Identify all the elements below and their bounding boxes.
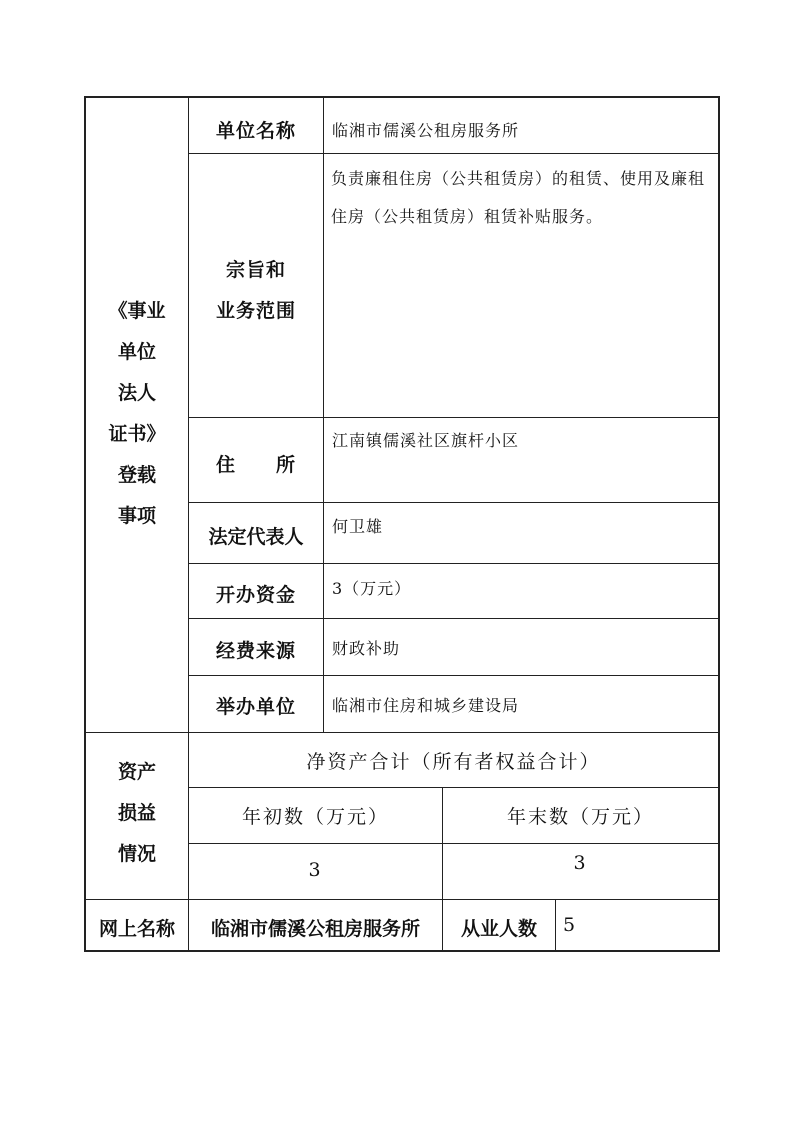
section-label-line: 事项 [117,505,156,527]
online-name-value: 临湘市儒溪公租房服务所 [210,918,420,940]
assets-section-label [86,752,188,875]
address-value: 江南镇儒溪社区旗杆小区 [332,431,520,450]
divider-col-employees [555,899,556,952]
divider-row [188,502,720,503]
begin-of-year-value: 3 [308,859,323,881]
purpose-label [189,250,323,332]
purpose-label-line: 业务范围 [215,300,296,322]
divider-section [84,732,720,733]
section-label-line: 证书》 [108,423,166,445]
address-label: 住 所 [215,454,296,476]
assets-label-line: 资产 [117,761,156,783]
divider-row [188,843,720,844]
divider-row [188,787,720,788]
online-name-label: 网上名称 [98,918,175,940]
divider-row [188,675,720,676]
purpose-value: 负责廉租住房（公共租赁房）的租赁、使用及廉租住房（公共租赁房）租赁补贴服务。 [331,169,706,226]
section-label-line: 法人 [117,382,156,404]
border-right [718,96,720,952]
end-of-year-label: 年末数（万元） [506,806,654,828]
divider-section [84,899,720,900]
registration-section-label [86,291,188,537]
assets-label-line: 损益 [117,802,156,824]
legal-rep-value: 何卫雄 [332,517,384,536]
sponsor-value: 临湘市住房和城乡建设局 [332,696,520,715]
unit-name-label: 单位名称 [215,120,296,142]
legal-rep-label: 法定代表人 [208,526,304,548]
capital-label: 开办资金 [215,584,296,606]
end-of-year-value: 3 [573,852,588,874]
begin-of-year-label: 年初数（万元） [241,806,389,828]
section-label-line: 单位 [117,341,156,363]
section-label-line: 登载 [117,464,156,486]
capital-value: 3（万元） [332,579,412,598]
divider-row [188,417,720,418]
net-assets-header: 净资产合计（所有者权益合计） [306,751,601,773]
funding-value: 财政补助 [332,639,401,658]
sponsor-label: 举办单位 [215,696,296,718]
border-top [84,96,720,98]
divider-row [188,563,720,564]
funding-label: 经费来源 [215,640,296,662]
section-label-line: 《事业 [108,300,166,322]
registration-form-table [84,96,720,952]
employees-label: 从业人数 [460,918,537,940]
unit-name-value: 临湘市儒溪公租房服务所 [332,121,520,140]
assets-label-line: 情况 [117,843,156,865]
purpose-label-line: 宗旨和 [225,259,286,281]
divider-row [188,153,720,154]
employees-value: 5 [563,914,577,936]
divider-col-value [323,96,324,732]
divider-row [188,618,720,619]
border-bottom [84,950,720,952]
